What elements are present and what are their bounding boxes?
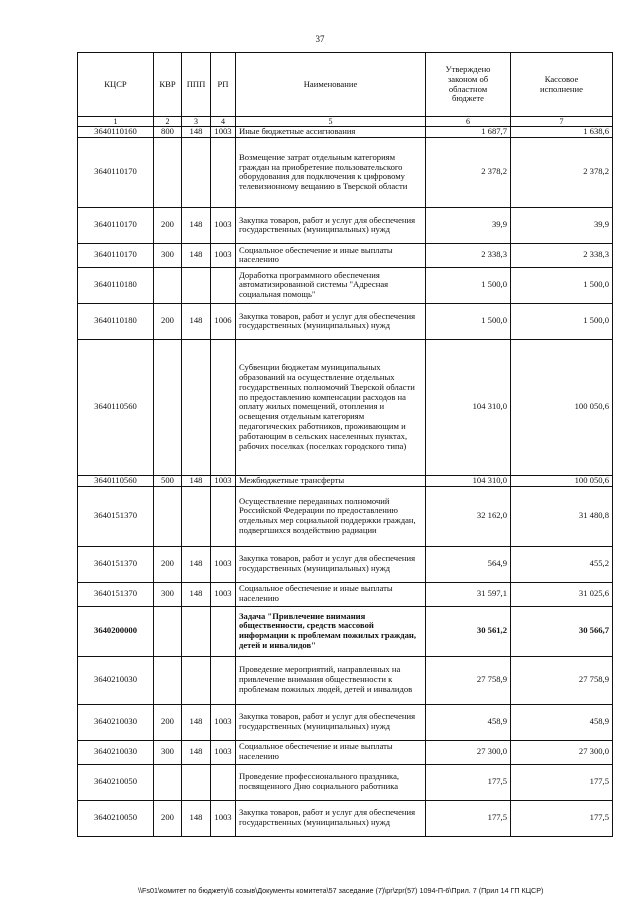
index-cell: 6 bbox=[426, 117, 511, 127]
cell-ppp bbox=[182, 486, 211, 546]
cell-kvr bbox=[154, 267, 182, 303]
cell-cash: 1 500,0 bbox=[511, 303, 613, 339]
cell-approved: 2 378,2 bbox=[426, 137, 511, 207]
cell-name: Закупка товаров, работ и услуг для обеспечения государственных (муниципальных) нужд bbox=[236, 800, 426, 836]
cell-ppp: 148 bbox=[182, 207, 211, 243]
cell-cash: 1 500,0 bbox=[511, 267, 613, 303]
cell-ppp: 148 bbox=[182, 800, 211, 836]
cell-approved: 104 310,0 bbox=[426, 475, 511, 486]
index-cell: 4 bbox=[211, 117, 236, 127]
cell-kvr: 200 bbox=[154, 546, 182, 582]
table-row bbox=[78, 137, 613, 207]
cell-kcsr: 3640200000 bbox=[78, 606, 154, 656]
cell-rp: 1006 bbox=[211, 303, 236, 339]
cell-rp: 1003 bbox=[211, 127, 236, 138]
cell-name: Закупка товаров, работ и услуг для обеспечения государственных (муниципальных) нужд bbox=[236, 207, 426, 243]
cell-kcsr: 3640110180 bbox=[78, 267, 154, 303]
cell-rp bbox=[211, 486, 236, 546]
cell-name: Закупка товаров, работ и услуг для обеспечения государственных (муниципальных) нужд bbox=[236, 303, 426, 339]
cell-name: Субвенции бюджетам муниципальных образований на осуществление отдельных государственных полномочий Тверской области по предоставлению компенсации расходов на оплату жилых помещений, отопления и освещения отдельным категориям педагогических работников, проживающим и работающим в сельских населенных пунктах, рабочих поселках (поселках городского типа) bbox=[236, 339, 426, 475]
table-header-row bbox=[78, 53, 613, 117]
table-row bbox=[78, 764, 613, 800]
cell-kvr: 200 bbox=[154, 207, 182, 243]
cell-kcsr: 3640110170 bbox=[78, 137, 154, 207]
cell-cash: 177,5 bbox=[511, 764, 613, 800]
cell-cash: 100 050,6 bbox=[511, 339, 613, 475]
table-row bbox=[78, 127, 613, 138]
cell-name: Проведение профессионального праздника, посвященного Дню социального работника bbox=[236, 764, 426, 800]
cell-kcsr: 3640110560 bbox=[78, 475, 154, 486]
index-cell: 5 bbox=[236, 117, 426, 127]
table-row bbox=[78, 546, 613, 582]
cell-ppp bbox=[182, 606, 211, 656]
cell-cash: 100 050,6 bbox=[511, 475, 613, 486]
table-row bbox=[78, 475, 613, 486]
cell-kvr bbox=[154, 339, 182, 475]
page-number: 37 bbox=[315, 34, 325, 44]
cell-cash: 31 480,8 bbox=[511, 486, 613, 546]
cell-ppp: 148 bbox=[182, 475, 211, 486]
cell-approved: 1 687,7 bbox=[426, 127, 511, 138]
table-row bbox=[78, 267, 613, 303]
table-row bbox=[78, 606, 613, 656]
cell-rp bbox=[211, 656, 236, 704]
cell-approved: 32 162,0 bbox=[426, 486, 511, 546]
cell-ppp: 148 bbox=[182, 303, 211, 339]
cell-name: Иные бюджетные ассигнования bbox=[236, 127, 426, 138]
cell-kcsr: 3640110560 bbox=[78, 339, 154, 475]
cell-rp: 1003 bbox=[211, 582, 236, 606]
cell-rp: 1003 bbox=[211, 800, 236, 836]
cell-cash: 2 338,3 bbox=[511, 243, 613, 267]
cell-kvr: 200 bbox=[154, 303, 182, 339]
table-row bbox=[78, 243, 613, 267]
cell-rp: 1003 bbox=[211, 475, 236, 486]
cell-cash: 39,9 bbox=[511, 207, 613, 243]
cell-ppp: 148 bbox=[182, 546, 211, 582]
table-row bbox=[78, 207, 613, 243]
cell-name: Социальное обеспечение и иные выплаты населению bbox=[236, 582, 426, 606]
cell-kcsr: 3640110180 bbox=[78, 303, 154, 339]
cell-approved: 30 561,2 bbox=[426, 606, 511, 656]
cell-approved: 1 500,0 bbox=[426, 267, 511, 303]
cell-cash: 1 638,6 bbox=[511, 127, 613, 138]
cell-rp: 1003 bbox=[211, 704, 236, 740]
header-rp: РП bbox=[211, 53, 236, 117]
cell-cash: 31 025,6 bbox=[511, 582, 613, 606]
table-row bbox=[78, 704, 613, 740]
cell-kvr bbox=[154, 656, 182, 704]
table-row bbox=[78, 656, 613, 704]
index-cell: 2 bbox=[154, 117, 182, 127]
cell-rp: 1003 bbox=[211, 207, 236, 243]
cell-approved: 177,5 bbox=[426, 764, 511, 800]
column-index-row bbox=[78, 117, 613, 127]
header-cash: Кассовое исполнение bbox=[511, 53, 613, 117]
cell-approved: 2 338,3 bbox=[426, 243, 511, 267]
cell-ppp: 148 bbox=[182, 704, 211, 740]
cell-kvr: 200 bbox=[154, 800, 182, 836]
cell-kcsr: 3640210050 bbox=[78, 764, 154, 800]
cell-rp bbox=[211, 137, 236, 207]
cell-rp bbox=[211, 606, 236, 656]
header-name: Наименование bbox=[236, 53, 426, 117]
cell-kcsr: 3640110170 bbox=[78, 207, 154, 243]
cell-kvr: 200 bbox=[154, 704, 182, 740]
cell-ppp bbox=[182, 656, 211, 704]
table-row bbox=[78, 740, 613, 764]
cell-ppp: 148 bbox=[182, 582, 211, 606]
table-row bbox=[78, 486, 613, 546]
cell-kcsr: 3640210030 bbox=[78, 704, 154, 740]
cell-cash: 455,2 bbox=[511, 546, 613, 582]
cell-ppp: 148 bbox=[182, 243, 211, 267]
cell-ppp: 148 bbox=[182, 740, 211, 764]
cell-approved: 104 310,0 bbox=[426, 339, 511, 475]
cell-approved: 27 758,9 bbox=[426, 656, 511, 704]
cell-kcsr: 3640151370 bbox=[78, 582, 154, 606]
cell-approved: 458,9 bbox=[426, 704, 511, 740]
cell-rp: 1003 bbox=[211, 546, 236, 582]
cell-kvr: 800 bbox=[154, 127, 182, 138]
cell-name: Проведение мероприятий, направленных на привлечение внимания общественности к проблемам пожилых людей, детей и инвалидов bbox=[236, 656, 426, 704]
cell-cash: 458,9 bbox=[511, 704, 613, 740]
cell-name: Социальное обеспечение и иные выплаты населению bbox=[236, 740, 426, 764]
cell-rp bbox=[211, 267, 236, 303]
cell-approved: 31 597,1 bbox=[426, 582, 511, 606]
cell-kvr: 500 bbox=[154, 475, 182, 486]
cell-name: Закупка товаров, работ и услуг для обеспечения государственных (муниципальных) нужд bbox=[236, 704, 426, 740]
table-row bbox=[78, 800, 613, 836]
cell-approved: 39,9 bbox=[426, 207, 511, 243]
cell-name: Социальное обеспечение и иные выплаты населению bbox=[236, 243, 426, 267]
cell-rp: 1003 bbox=[211, 740, 236, 764]
cell-kvr bbox=[154, 486, 182, 546]
cell-name: Возмещение затрат отдельным категориям граждан на приобретение пользовательского оборудования для подключения к цифровому телевизионному вещанию в Тверской области bbox=[236, 137, 426, 207]
cell-approved: 177,5 bbox=[426, 800, 511, 836]
budget-table bbox=[77, 52, 613, 837]
cell-name: Осуществление переданных полномочий Российской Федерации по предоставлению отдельных мер социальной поддержки граждан, подвергшихся воздействию радиации bbox=[236, 486, 426, 546]
cell-approved: 564,9 bbox=[426, 546, 511, 582]
cell-cash: 2 378,2 bbox=[511, 137, 613, 207]
cell-approved: 27 300,0 bbox=[426, 740, 511, 764]
cell-cash: 27 300,0 bbox=[511, 740, 613, 764]
footer-file-path: \\Fs01\комитет по бюджету\6 созыв\Документы комитета\57 заседание (7)\pr\zpr(57) 1094-П-6\Прил. 7 (Прил 14 ГП КЦСР) bbox=[138, 886, 544, 895]
table-row bbox=[78, 582, 613, 606]
cell-kcsr: 3640110170 bbox=[78, 243, 154, 267]
cell-kvr: 300 bbox=[154, 740, 182, 764]
cell-kcsr: 3640110160 bbox=[78, 127, 154, 138]
table-row bbox=[78, 339, 613, 475]
index-cell: 1 bbox=[78, 117, 154, 127]
header-approved: Утверждено законом об областном бюджете bbox=[426, 53, 511, 117]
cell-kcsr: 3640210030 bbox=[78, 740, 154, 764]
header-kcsr: КЦСР bbox=[78, 53, 154, 117]
cell-kvr: 300 bbox=[154, 243, 182, 267]
cell-kcsr: 3640210050 bbox=[78, 800, 154, 836]
cell-name: Закупка товаров, работ и услуг для обеспечения государственных (муниципальных) нужд bbox=[236, 546, 426, 582]
cell-kcsr: 3640210030 bbox=[78, 656, 154, 704]
cell-rp bbox=[211, 764, 236, 800]
cell-ppp bbox=[182, 764, 211, 800]
cell-approved: 1 500,0 bbox=[426, 303, 511, 339]
cell-cash: 177,5 bbox=[511, 800, 613, 836]
cell-kcsr: 3640151370 bbox=[78, 546, 154, 582]
cell-ppp: 148 bbox=[182, 127, 211, 138]
cell-cash: 27 758,9 bbox=[511, 656, 613, 704]
cell-ppp bbox=[182, 137, 211, 207]
cell-kvr: 300 bbox=[154, 582, 182, 606]
cell-name: Межбюджетные трансферты bbox=[236, 475, 426, 486]
header-ppp: ППП bbox=[182, 53, 211, 117]
index-cell: 3 bbox=[182, 117, 211, 127]
cell-ppp bbox=[182, 339, 211, 475]
cell-rp: 1003 bbox=[211, 243, 236, 267]
cell-cash: 30 566,7 bbox=[511, 606, 613, 656]
cell-rp bbox=[211, 339, 236, 475]
cell-kcsr: 3640151370 bbox=[78, 486, 154, 546]
cell-kvr bbox=[154, 137, 182, 207]
cell-name: Доработка программного обеспечения автоматизированной системы "Адресная социальная помощь" bbox=[236, 267, 426, 303]
index-cell: 7 bbox=[511, 117, 613, 127]
cell-name: Задача "Привлечение внимания общественности, средств массовой информации к проблемам пожилых граждан, детей и инвалидов" bbox=[236, 606, 426, 656]
cell-kvr bbox=[154, 606, 182, 656]
table-row bbox=[78, 303, 613, 339]
cell-ppp bbox=[182, 267, 211, 303]
cell-kvr bbox=[154, 764, 182, 800]
header-kvr: КВР bbox=[154, 53, 182, 117]
